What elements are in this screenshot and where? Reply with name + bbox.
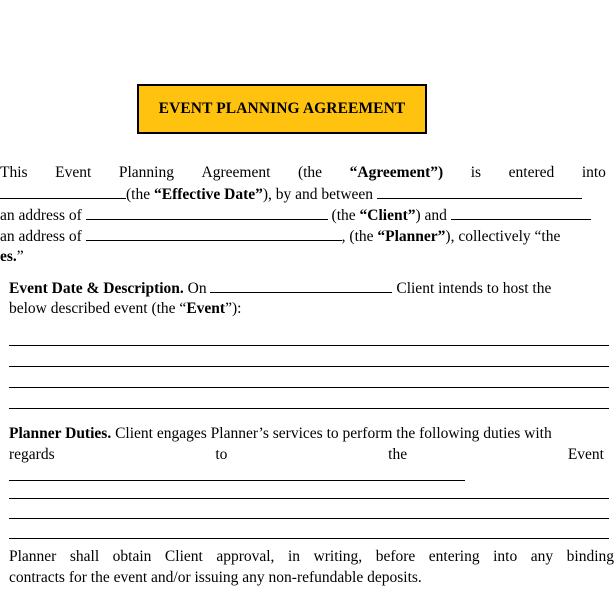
agreement-title-box (137, 84, 427, 134)
section-text: Client engages Planner’s services to perform the following duties with (111, 425, 552, 442)
section-text: ”): (225, 300, 242, 317)
approval-clause-text: contracts for the event and/or issuing any non-refundable deposits. (9, 569, 422, 586)
planner-duties-line[interactable] (9, 480, 465, 481)
event-term: Event (186, 300, 226, 317)
intro-line-4 (0, 226, 560, 246)
planner-duties-line[interactable] (9, 518, 609, 519)
section-word: to (215, 446, 228, 463)
approval-clause-text: Planner shall obtain Client approval, in writing, before entering into any binding (9, 548, 614, 565)
section-planner-duties-line-2 (9, 445, 604, 465)
party-blank[interactable] (377, 184, 582, 199)
intro-text: an address of (0, 228, 86, 245)
event-date-blank[interactable] (210, 278, 392, 293)
intro-line-2 (0, 184, 582, 204)
client-term: “Client” (359, 207, 416, 224)
intro-text: ), collectively “the (445, 228, 561, 245)
section-planner-duties-line-1 (9, 424, 552, 444)
intro-text: ” (16, 248, 24, 265)
intro-word: This (0, 164, 28, 181)
event-description-line[interactable] (9, 345, 609, 346)
planner-address-blank[interactable] (86, 226, 342, 241)
section-event-description-line-2 (9, 299, 241, 319)
approval-clause-line-1 (9, 547, 614, 567)
section-word: regards (9, 446, 55, 463)
agreement-title: EVENT PLANNING AGREEMENT (158, 100, 406, 117)
planner-duties-line[interactable] (9, 538, 609, 539)
intro-word: Event (55, 164, 92, 181)
intro-text: , (the (341, 228, 378, 245)
intro-word: Planning (118, 164, 174, 181)
intro-line-3 (0, 205, 591, 225)
section-text: On (183, 280, 211, 297)
event-description-line[interactable] (9, 408, 609, 409)
intro-word: entered (508, 164, 555, 181)
planner-duties-line[interactable] (9, 498, 609, 499)
agreement-defined-term: “Agreement”) (349, 164, 444, 181)
intro-text: an address of (0, 207, 86, 224)
planner-name-blank[interactable] (451, 205, 591, 220)
section-text: Client intends to host the (392, 280, 552, 297)
intro-word: (the (297, 164, 323, 181)
intro-text: (the (126, 186, 154, 203)
intro-word: into (581, 164, 606, 181)
intro-line-5 (0, 247, 24, 267)
section-heading-planner-duties: Planner Duties. (9, 425, 112, 442)
intro-text: (the (327, 207, 360, 224)
event-description-line[interactable] (9, 366, 609, 367)
section-word: Event (567, 446, 604, 463)
date-blank[interactable] (0, 184, 126, 199)
intro-text: ) and (415, 207, 451, 224)
section-word: the (388, 446, 408, 463)
effective-date-term: “Effective Date” (153, 186, 263, 203)
intro-word: is (470, 164, 482, 181)
client-address-blank[interactable] (86, 205, 328, 220)
section-heading-event-description: Event Date & Description. (9, 280, 184, 297)
intro-text: ), by and between (262, 186, 377, 203)
planner-term: “Planner” (377, 228, 446, 245)
parties-term-fragment: es. (0, 248, 17, 265)
section-event-description-line-1 (9, 278, 551, 298)
section-text: below described event (the “ (9, 300, 187, 317)
event-description-line[interactable] (9, 387, 609, 388)
intro-line-1 (0, 163, 606, 183)
approval-clause-line-2 (9, 568, 422, 588)
intro-word: Agreement (201, 164, 271, 181)
